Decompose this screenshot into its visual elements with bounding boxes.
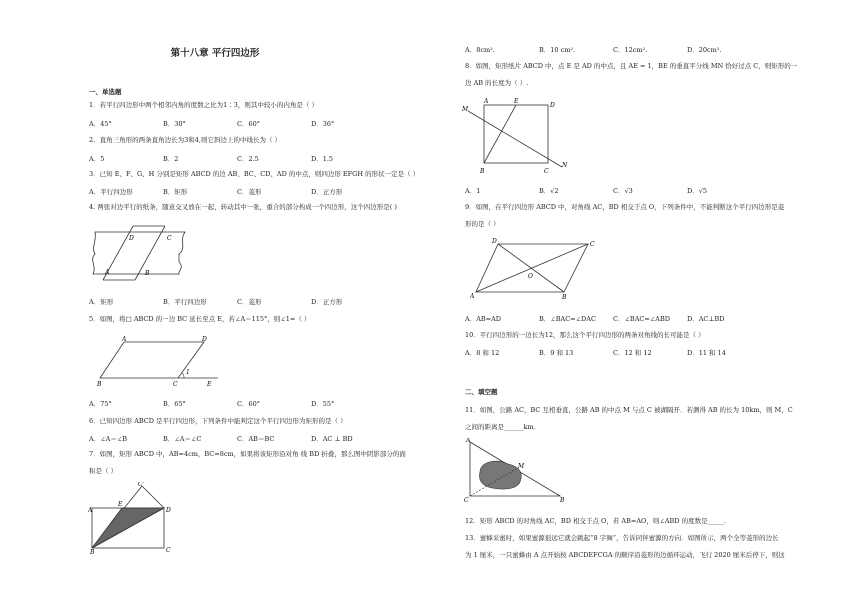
label: C [590,241,595,248]
question-9: 9．如图，在平行四边形 ABCD 中，对角线 AC，BD 相交于点 O，下列条件中，不能判断这个平行四边形是菱 [465,203,785,211]
label: B [145,270,150,277]
label: A [105,269,110,276]
label: C [173,381,178,388]
question-8-line2: 边 AB 的长度为（ ）. [465,79,529,87]
question-13: 13．蜜蜂采蜜时，如果蜜源很远它就会跳起“8 字舞”，告诉同伴蜜源的方向．如图所示，两个全等菱形的边长 [465,534,779,542]
option[interactable]: B．∠A＝∠C [163,435,202,443]
option[interactable]: D．正方形 [311,298,343,306]
label: A [88,507,93,514]
question-10: 10．平行四边形的一边长为12，那么这个平行四边形的两条对角线的长可能是（ ） [465,331,705,339]
option[interactable]: C．菱形 [237,188,262,196]
question-2-options [89,154,385,163]
figure-q4-paper-strips [89,222,189,284]
label: B [90,549,95,554]
right-page [430,0,860,608]
option[interactable]: B．平行四边形 [163,298,207,306]
option[interactable]: A．∠A＝∠B [89,435,128,443]
option[interactable]: D．36° [311,120,335,128]
option[interactable]: A．75° [89,400,112,408]
label: D [166,507,171,514]
label: E [207,381,212,388]
question-8: 8．如图，矩形纸片 ABCD 中，点 E 是 AD 的中点，且 AE = 1，BE 的垂直平分线 MN 恰好过点 C，则矩形的一 [465,62,798,70]
page-title: 第十八章 平行四边形 [170,48,260,59]
label: M [518,463,525,470]
question-11-line2: 之间的距离是______km． [465,423,541,431]
option[interactable]: D．正方形 [311,188,343,196]
question-5-options [89,399,385,408]
label: D [129,235,134,242]
option[interactable]: A．45° [89,120,112,128]
option[interactable]: D．55° [311,400,335,408]
question-7-line2: 积是（ ） [89,467,118,475]
option[interactable]: B．9 和 13 [539,349,574,357]
question-6-options [89,434,385,443]
option[interactable]: B．矩形 [163,188,188,196]
option[interactable]: C．菱形 [237,298,262,306]
option[interactable]: C．√3 [613,187,633,195]
label: A [122,336,127,343]
option[interactable]: C．AB＝BC [237,435,275,443]
question-3-options [89,187,385,196]
label: A [484,98,489,105]
option[interactable]: C．60° [237,120,260,128]
question-10-options [465,348,761,357]
question-8-options [465,186,761,195]
label: M [462,106,469,113]
option[interactable]: D．20cm². [687,46,722,54]
section-fill-in: 二、填空题 [465,388,498,396]
question-4: 4. 两张对边平行的纸条，随意交叉放在一起，转动其中一张，重合的部分构成一个四边形，这个四边形是( ) [89,203,397,211]
figure-q8-rectangle [460,97,572,177]
question-6: 6．已知四边形 ABCD 是平行四边形，下列条件中能判定这个平行四边形为矩形的是（ ） [89,417,347,425]
question-3: 3．已知 E、F、G、H 分别是矩形 ABCD 的边 AB、BC、CD、AD 的中点，则四边形 EFGH 的形状一定是（ ） [89,170,420,178]
figure-q5-parallelogram [94,334,224,388]
option[interactable]: B．30° [163,120,186,128]
option[interactable]: A．矩形 [89,298,114,306]
option[interactable]: A．平行四边形 [89,188,133,196]
question-9-line2: 形的是（ ） [465,220,500,228]
option[interactable]: B．10 cm². [539,46,576,54]
section-single-choice: 一、单选题 [89,88,122,96]
option[interactable]: C．2.5 [237,155,259,163]
label: E [118,501,123,508]
label: N [562,162,568,169]
label: B [560,497,565,504]
option[interactable]: D．1.5 [311,155,334,163]
label: B [562,294,567,300]
option[interactable]: C．12 和 12 [613,349,652,357]
label: O [528,273,533,280]
option[interactable]: A．8 和 12 [465,349,500,357]
label: C [544,168,549,175]
label: C' [138,482,145,488]
question-7: 7．如图，矩形 ABCD 中，AB=4cm，BC=8cm，如果将该矩形沿对角 线 BD 折叠，那么图中阴影部分的面 [89,450,406,458]
label: D [492,238,497,245]
option[interactable]: B．∠BAC=∠DAC [539,315,596,323]
question-9-options [465,314,761,323]
option[interactable]: A．8cm². [465,46,495,54]
option[interactable]: B．65° [163,400,186,408]
label: D [202,336,207,343]
question-2: 2．直角三角形的两条直角边长为3和4,则它斜边上的中线长为（ ） [89,136,282,144]
question-4-options [89,297,385,306]
question-1: 1．若平行四边形中两个相邻内角的度数之比为1∶3，则其中较小的内角是（ ） [89,101,318,109]
figure-q9-parallelogram [470,236,602,300]
label: E [514,98,519,105]
label: B [480,168,485,175]
label: C [464,497,469,504]
label: D [550,102,555,109]
label: C [166,547,171,554]
figure-q11-right-triangle-lake [462,438,572,504]
option[interactable]: A．1 [465,187,481,195]
question-7-options [465,45,761,54]
label: B [97,381,102,388]
option[interactable]: C．60° [237,400,260,408]
option[interactable]: B．√2 [539,187,559,195]
option[interactable]: A．5 [89,155,105,163]
option[interactable]: D．√5 [687,187,707,195]
option[interactable]: C．∠BAC=∠ABD [613,315,670,323]
label: A [466,438,471,444]
question-13-line2: 为 1 厘米，一只蜜蜂由 A 点开始按 ABCDEFCGA 的顺序沿菱形的边循环运动，飞行 2020 厘米后停下，则这 [465,551,785,559]
option[interactable]: C．12cm². [613,46,648,54]
question-5: 5．如图，将□ ABCD 的一边 BC 延长至点 E，若∠A＝115°，则∠1=（ ） [89,315,311,323]
option[interactable]: B．2 [163,155,179,163]
question-11: 11．如图，公路 AC，BC 互相垂直，公路 AB 的中点 M 与点 C 被湖隔开．若测得 AB 的长为 10km，则 M，C [465,406,793,414]
question-12: 12．矩形 ABCD 的对角线 AC，BD 相交于点 O，若 AB=AO，则∠ABD 的度数是_____. [465,517,726,525]
label: C [167,235,172,242]
figure-q7-folded-rectangle [88,482,180,554]
label: A [470,293,475,300]
option[interactable]: D．11 和 14 [687,349,726,357]
question-1-options [89,119,385,128]
option[interactable]: A．AB=AD [465,315,502,323]
option[interactable]: D．AC⊥BD [687,315,725,323]
label: 1 [186,369,190,376]
option[interactable]: D．AC ⊥ BD [311,435,353,443]
